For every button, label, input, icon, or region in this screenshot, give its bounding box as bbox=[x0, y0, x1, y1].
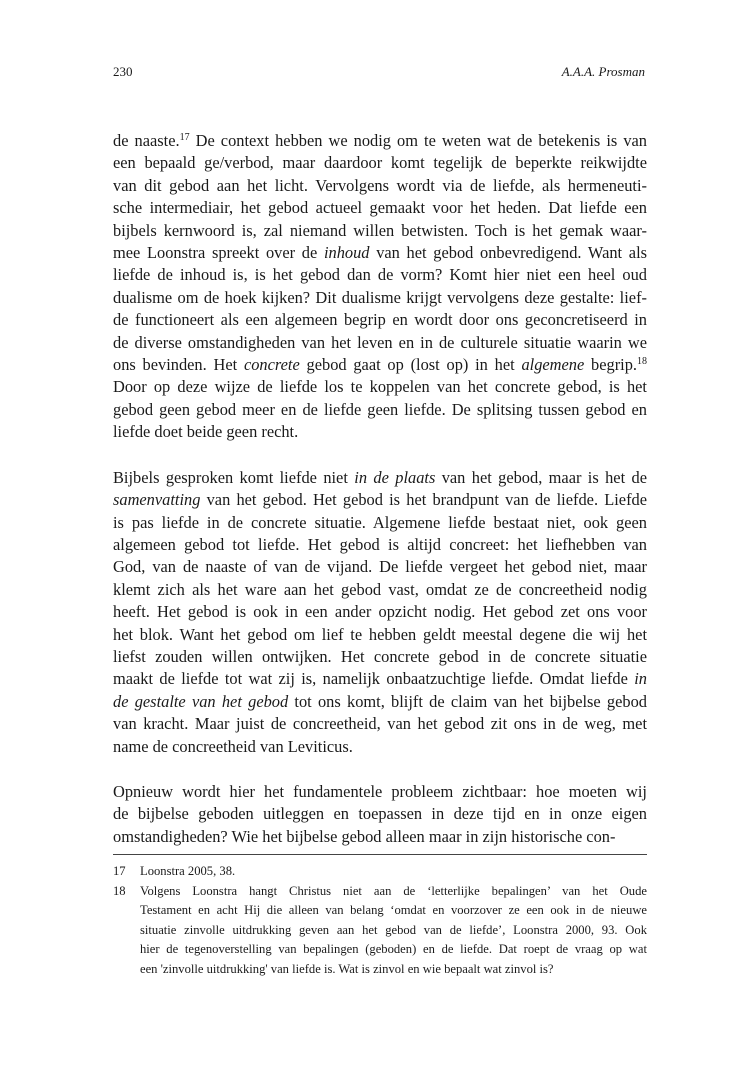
text-line: van dit gebod aan het licht. Vervolgens wordt via de liefde, als hermeneuti- bbox=[113, 175, 647, 195]
text-line: Door op deze wijze de liefde los te koppelen van het concrete gebod, is het bbox=[113, 377, 647, 397]
text-line: liefde de inhoud is, is het gebod dan de vorm? Komt hier niet een heel oud bbox=[113, 265, 647, 285]
text-line: de gestalte van het gebod tot ons komt, blijft de claim van het bijbelse gebod bbox=[113, 691, 647, 711]
emphasis: concrete bbox=[243, 355, 300, 375]
footnote-rule bbox=[113, 854, 647, 855]
footnote-text bbox=[140, 882, 647, 980]
emphasis: in bbox=[634, 669, 647, 689]
footnote-line: Testament en acht Hij die alleen van belang ‘omdat en voorzover ze een ook in de nieuwe bbox=[140, 903, 647, 917]
paragraph bbox=[113, 130, 647, 444]
text-line: sche intermediair, het gebod actueel gemaakt voor het heden. Dat liefde een bbox=[113, 198, 647, 218]
footnote-text bbox=[140, 862, 647, 882]
text-line: heeft. Het gebod is ook in een ander opzicht nodig. Het gebod zet ons voor bbox=[113, 602, 647, 622]
text-line: de naaste.$^{17}$ De context hebben we nodig om te weten wat de betekenis is van bbox=[113, 131, 647, 150]
footnote-number: 17 bbox=[113, 864, 126, 878]
text-line: de functioneert als een algemeen begrip en wordt door ons geconcretiseerd in bbox=[113, 310, 647, 330]
footnote-number: 18 bbox=[113, 883, 126, 898]
text-line: de bijbelse geboden uitleggen en toepassen in deze tijd en in onze eigen bbox=[113, 804, 647, 824]
text-line: omstandigheden? Wie het bijbelse gebod alleen maar in zijn historische con- bbox=[113, 826, 616, 846]
text-line: name de concreetheid van Leviticus. bbox=[113, 736, 353, 756]
text-line: God, van de naaste of van de vijand. De liefde vergeet het gebod niet, maar bbox=[113, 557, 647, 577]
footnote-line: hier de tegenoverstelling van bepalingen (geboden) en de liefde. Dat roept de vraag op wat bbox=[140, 942, 647, 956]
paragraph bbox=[113, 467, 647, 758]
text-line: ons bevinden. Het concrete gebod gaat op (lost op) in het algemene begrip.$^{18}$ bbox=[113, 355, 648, 375]
text-line: het blok. Want het gebod om lief te hebben geldt meestal degene die wij het bbox=[113, 624, 647, 644]
text-line: maakt de liefde tot wat zij is, namelijk onbaatzuchtige liefde. Omdat liefde in bbox=[113, 669, 647, 689]
emphasis: de gestalte van het gebod bbox=[113, 691, 289, 711]
emphasis: algemene bbox=[521, 355, 585, 375]
footnotes bbox=[113, 862, 647, 979]
text-line: dualisme om de hoek kijken? Dit dualisme krijgt vervolgens deze gestalte: lief- bbox=[113, 287, 647, 307]
running-head-author: A.A.A. Prosman bbox=[561, 64, 645, 79]
footnote-ref: 18 bbox=[637, 356, 648, 368]
emphasis: in de plaats bbox=[354, 467, 436, 487]
text-line: een bepaald ge/verbod, maar daardoor komt tegelijk de beperkte reikwijdte bbox=[113, 153, 647, 173]
body-text bbox=[113, 130, 647, 871]
text-line: Opnieuw wordt hier het fundamentele probleem zichtbaar: hoe moeten wij bbox=[113, 781, 647, 801]
text-line: samenvatting van het gebod. Het gebod is het brandpunt van de liefde. Liefde bbox=[113, 490, 647, 510]
text-line: klemt zich als het ware aan het gebod vast, omdat ze de concreetheid nodig bbox=[113, 579, 647, 599]
footnote-line: situatie zinvolle uitdrukking geven aan het gebod van de liefde’, Loonstra 2000, 93. Ook bbox=[140, 922, 647, 937]
text-line: mee Loonstra spreekt over de inhoud van het gebod onbevredigend. Want als bbox=[113, 243, 648, 263]
text-line: gebod geen gebod meer en de liefde geen liefde. De splitsing tussen gebod en bbox=[113, 399, 647, 419]
text-line: algemeen gebod tot liefde. Het gebod is altijd concreet: het liefhebben van bbox=[113, 534, 647, 554]
text-line: de diverse omstandigheden van het leven en in de culturele situatie waarin we bbox=[113, 332, 647, 352]
text-line: liefde doet beide geen recht. bbox=[113, 422, 299, 442]
footnote-line: een 'zinvolle uitdrukking' van liefde is. Wat is zinvol en wie bepaalt wat zinvol is? bbox=[140, 961, 554, 976]
text-line: van kracht. Maar juist de concreetheid, van het gebod zit ons in de weg, met bbox=[113, 714, 647, 734]
emphasis: inhoud bbox=[323, 243, 370, 263]
emphasis: samenvatting bbox=[113, 490, 201, 510]
text-line: Bijbels gesproken komt liefde niet in de plaats van het gebod, maar is het de bbox=[113, 467, 647, 487]
text-line: liefst zouden willen ontwijken. Het concrete gebod in de concrete situatie bbox=[113, 646, 647, 666]
text-line: is pas liefde in de concrete situatie. Algemene liefde bestaat niet, ook geen bbox=[113, 512, 647, 532]
paragraph bbox=[113, 781, 647, 848]
footnote bbox=[113, 882, 647, 980]
footnote bbox=[113, 862, 647, 882]
footnote-ref: 17 bbox=[179, 132, 190, 143]
footnote-line: Volgens Loonstra hangt Christus niet aan de ‘letterlijke bepalingen’ van het Oude bbox=[140, 883, 647, 898]
page-number: 230 bbox=[113, 64, 133, 79]
text-line: bijbels kernwoord is, zal niemand willen betwisten. Toch is het gemak waar- bbox=[113, 220, 647, 240]
footnote-line: Loonstra 2005, 38. bbox=[140, 864, 236, 878]
